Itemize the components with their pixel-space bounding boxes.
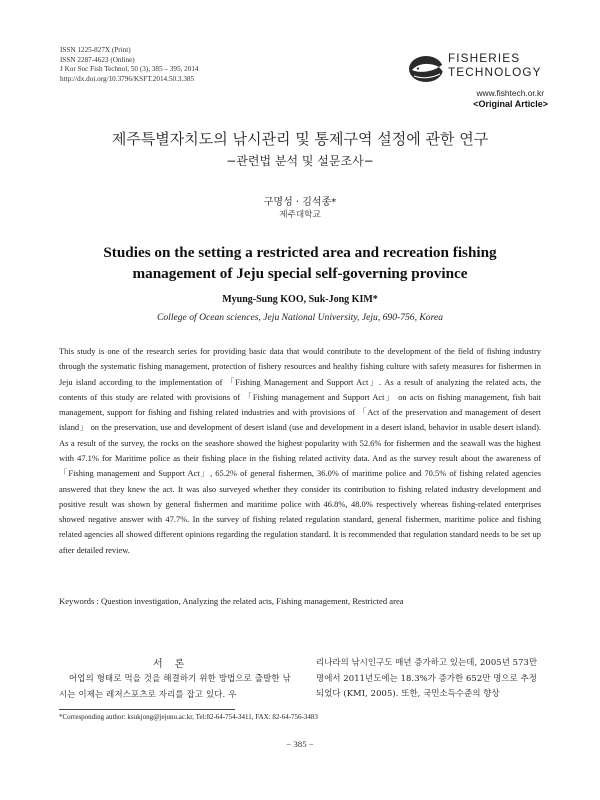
footnote-divider xyxy=(59,709,235,710)
journal-citation: J Kor Soc Fish Technol, 50 (3), 385 – 395, 2014 xyxy=(60,65,199,74)
abstract-text: This study is one of the research series for providing basic data that would contribute to the development of the field of fishing industry through the systematic fishing management, protection of fishery resources and healthy fishing culture with safety measures for fishermen in Jeju island according to the implementation of 「Fishing Management and Support Act」. As a result of analyzing the related acts, the contents of this study are related with provisions of 「Fishing management and Support Act」 on acts on fishing management, fish bait management, support for fishing and fishing related industries and with provisions of 「Act of the preservation and management of desert island」 on the preservation, use and development of desert island (use and development in a desert island, behavior in usable desert island). As a result of the survey, the rocks on the seashore showed the highest popularity with 52.6% for fishermen and the seawall was the highest with 47.1% for Maritime police as their fishing place in the fishing related activity data. And as the survey result about the awareness of 「Fishing management and Support Act」, 65.2% of general fishermen, 36.0% of maritime police and 70.5% of fishing related agencies answered that they knew the act. It was also surveyed whether they consider its contribution to fishing related industry development and positive result was shown by general fishermen and maritime police with 46.8%, 48.0% respectively whereas fishing-related enterprises showed negative answer with 47.7%. In the survey of fishing related regulation standard, general fishermen, maritime police and fishing related agencies all showed different opinions regarding the regulation standard. It is recommended that regulation standard needs to be set up after detailed review. xyxy=(59,346,541,555)
issn-print: ISSN 1225-827X (Print) xyxy=(60,46,131,54)
body-right-column xyxy=(316,655,543,702)
doi-link[interactable]: http://dx.doi.org/10.3796/KSFT.2014.50.3.385 xyxy=(60,74,195,83)
journal-meta xyxy=(60,46,199,84)
journal-website[interactable]: www.fishtech.or.kr xyxy=(476,88,544,98)
english-title-line-2: management of Jeju special self-governing province xyxy=(132,264,468,282)
page-number: − 385 − xyxy=(286,739,314,749)
keywords-line: Keywords : Question investigation, Analyzing the related acts, Fishing management, Restricted area xyxy=(59,596,404,606)
issn-online: ISSN 2287-4623 (Online) xyxy=(60,55,135,64)
body-paragraph-right: 리나라의 낚시인구도 매년 증가하고 있는데, 2005년 573만 명에서 2011년도에는 18.3%가 증가한 652만 명으로 추정되었다 (KMI, 2005). 또한, 국민소득수준의 향상 xyxy=(316,657,538,698)
english-affiliation: College of Ocean sciences, Jeju National University, Jeju, 690-756, Korea xyxy=(156,312,444,323)
body-paragraph-left: 어업의 형태로 먹을 것을 해결하기 위한 방법으로 출발한 낚시는 이제는 레저스포츠로 자리를 잡고 있다. 우 xyxy=(59,673,291,699)
logo-line-1: FISHERIES xyxy=(448,51,521,65)
english-title-line-1: Studies on the setting a restricted area and recreation fishing xyxy=(103,244,497,261)
english-authors: Myung-Sung KOO, Suk-Jong KIM* xyxy=(222,294,378,305)
korean-affiliation: 제주대학교 xyxy=(279,210,321,220)
section-heading-introduction: 서론 xyxy=(153,659,197,670)
logo-line-2: TECHNOLOGY xyxy=(448,65,542,79)
english-title xyxy=(40,243,560,284)
corresponding-author-footnote: *Corresponding author: ksukjong@jejunu.ac.kr, Tel:82-64-754-3411, FAX: 82-64-756-3483 xyxy=(59,713,318,721)
journal-logo xyxy=(408,50,548,86)
logo-wordmark xyxy=(448,51,542,79)
article-type-label: <Original Article> xyxy=(473,99,548,109)
korean-subtitle: −관련법 분석 및 설문조사− xyxy=(226,154,374,168)
body-left-column xyxy=(59,670,299,702)
fish-emblem-icon xyxy=(408,52,448,84)
korean-title: 제주특별자치도의 낚시관리 및 통제구역 설정에 관한 연구 xyxy=(111,130,489,148)
korean-authors: 구명성 · 김석종* xyxy=(263,197,337,208)
